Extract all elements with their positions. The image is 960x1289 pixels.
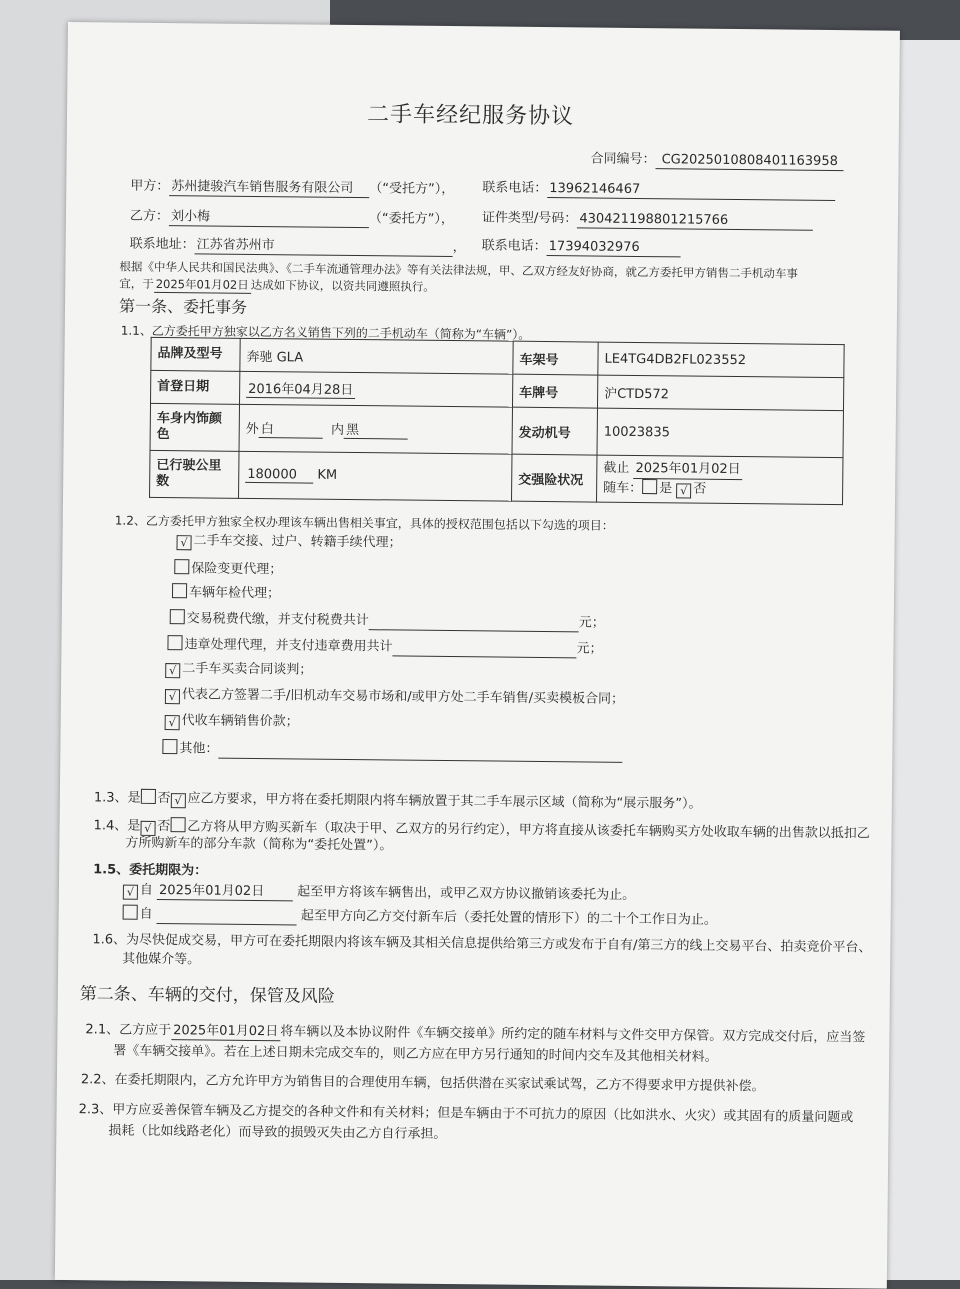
authorization-checkbox[interactable]: √	[165, 715, 180, 730]
clause-1-6: 1.6、为尽快促成交易，甲方可在委托期限内将该车辆及其相关信息提供给第三方或发布于自有/第三方的线上交易平台、拍卖竞价平台、	[92, 932, 872, 956]
plate-value: 沪CTD572	[597, 375, 843, 411]
clause-2-1: 2.1、乙方应于 2025年01月02日 将车辆以及本协议附件《车辆交接单》所约定的随车材料与文件交甲方保管。双方完成交付后，应当签	[85, 1022, 866, 1046]
insurance-value: 截止 2025年01月02日 随车： 是 √ 否	[597, 455, 843, 505]
clause-1-5-label: 1.5、委托期限为：	[93, 862, 208, 879]
authorization-checkbox[interactable]	[170, 609, 185, 624]
authorization-checkbox[interactable]	[172, 583, 187, 598]
authorization-item: 交易税费代缴，并支付税费共计 元；	[170, 609, 605, 633]
clause-1-1: 1.1、乙方委托甲方独家以乙方名义销售下列的二手机动车（简称为“车辆”）。	[120, 323, 531, 342]
reg-label: 首登日期	[151, 370, 240, 404]
c14-no-box[interactable]	[170, 817, 185, 832]
address-line: 联系地址： 江苏省苏州市 ，	[129, 236, 466, 256]
clause-2-1-cont: 署《车辆交接单》。若在上述日期未完成交车的，则乙方应在甲方另行通知的时间内交车及其他相关材料。	[113, 1043, 718, 1065]
no-checkbox[interactable]: √	[676, 483, 691, 498]
intro-line-2: 宜，于 2025年01月02日 达成如下协议，以资共同遵照执行。	[119, 276, 435, 294]
party-b-line: 乙方： 刘小梅 （“委托方”），	[129, 208, 455, 228]
clause-1-5-option-2: 自 起至甲方向乙方交付新车后（委托处置的情形下）的二十个工作日为止。	[123, 905, 717, 930]
mileage-value: 180000 KM	[239, 451, 512, 501]
authorization-item: 其他：	[162, 739, 622, 763]
brand-value: 奔驰 GLA	[240, 338, 513, 374]
term-option-2-box[interactable]	[123, 905, 138, 920]
authorization-checkbox[interactable]	[162, 739, 177, 754]
authorization-item: √ 二手车买卖合同谈判；	[165, 661, 312, 680]
c14-yes-box[interactable]: √	[140, 821, 155, 836]
engine-label: 发动机号	[512, 407, 597, 455]
contract-page	[55, 22, 900, 1289]
color-value: 外 白 内 黑	[239, 404, 512, 454]
party-b-id: 证件类型/号码： 430421198801215766	[482, 210, 814, 230]
insurance-label: 交强险状况	[512, 454, 597, 502]
authorization-item: 车辆年检代理；	[172, 583, 280, 602]
authorization-checkbox[interactable]: √	[176, 535, 191, 550]
brand-label: 品牌及型号	[151, 337, 240, 371]
term-option-1-box[interactable]: √	[123, 885, 138, 900]
vin-value: LE4TG4DB2FL023552	[598, 342, 844, 378]
authorization-item: √ 代收车辆销售价款；	[165, 713, 299, 731]
section-1-heading: 第一条、委托事务	[118, 296, 248, 317]
document-title: 二手车经纪服务协议	[366, 102, 575, 130]
clause-1-4: 1.4、是 √ 否 乙方将从甲方购买新车（取决于甲、乙双方的另行约定），甲方将直接从该委托车辆购买方处收取车辆的出售款以抵扣乙	[93, 818, 870, 842]
yes-checkbox[interactable]	[642, 479, 657, 494]
color-label: 车身内饰颜色	[150, 403, 239, 451]
authorization-item: √ 代表乙方签署二手/旧机动车交易市场和/或甲方处二手车销售/买卖模板合同；	[165, 687, 624, 709]
plate-label: 车牌号	[512, 374, 597, 408]
authorization-checkbox[interactable]	[167, 635, 182, 650]
authorization-item: 违章处理代理，并支付违章费用共计 元；	[167, 635, 602, 659]
clause-2-3: 2.3、甲方应妥善保管车辆及乙方提交的各种文件和有关材料；但是车辆由于不可抗力的原因（比如洪水、火灾）或其固有的质量问题或	[78, 1102, 854, 1126]
authorization-item: √ 二手车交接、过户、转籍手续代理；	[176, 533, 401, 552]
party-a-line: 甲方： 苏州捷骏汽车销售服务有限公司 （“受托方”），	[130, 178, 455, 198]
clause-2-3-cont: 损耗（比如线路老化）而导致的损毁灭失由乙方自行承担。	[108, 1123, 447, 1143]
reg-value: 2016年04月28日	[240, 371, 513, 407]
vin-label: 车架号	[513, 341, 598, 375]
intro-line-1: 根据《中华人民共和国民法典》、《二手车流通管理办法》等有关法律法规，甲、乙双方经友好协商，就乙方委托甲方销售二手机动车事	[119, 259, 798, 281]
clause-1-2: 1.2、乙方委托甲方独家全权办理该车辆出售相关事宜，具体的授权范围包括以下勾选的项目：	[114, 513, 614, 533]
authorization-checkbox[interactable]	[174, 559, 189, 574]
c13-no-box[interactable]: √	[170, 793, 185, 808]
engine-value: 10023835	[597, 408, 843, 458]
clause-1-3: 1.3、是 否 √ 应乙方要求，甲方将在委托期限内将车辆放置于其二手车展示区域（简称为“展示服务”）。	[93, 790, 702, 812]
contract-number: 合同编号： CG2025010808401163958	[590, 151, 843, 171]
c13-yes-box[interactable]	[141, 789, 156, 804]
clause-1-5-option-1: √ 自 2025年01月02日 起至甲方将该车辆售出，或甲乙双方协议撤销该委托为止。	[123, 883, 635, 905]
mileage-label: 已行驶公里数	[150, 450, 239, 498]
clause-2-2: 2.2、在委托期限内，乙方允许甲方为销售目的合理使用车辆，包括供潜在买家试乘试驾，乙方不得要求甲方提供补偿。	[80, 1072, 765, 1095]
section-2-heading: 第二条、车辆的交付，保管及风险	[79, 984, 335, 1007]
party-b-phone: 联系电话： 17394032976	[482, 238, 681, 257]
party-a-phone: 联系电话： 13962146467	[482, 180, 835, 201]
authorization-checkbox[interactable]: √	[165, 689, 180, 704]
clause-1-6-cont: 其他媒介等。	[122, 951, 201, 968]
clause-1-4-cont: 方所购新车的部分车款（简称为“委托处置”）。	[125, 835, 393, 854]
authorization-item: 保险变更代理；	[174, 559, 282, 578]
authorization-checkbox[interactable]: √	[165, 663, 180, 678]
vehicle-table	[149, 337, 845, 505]
